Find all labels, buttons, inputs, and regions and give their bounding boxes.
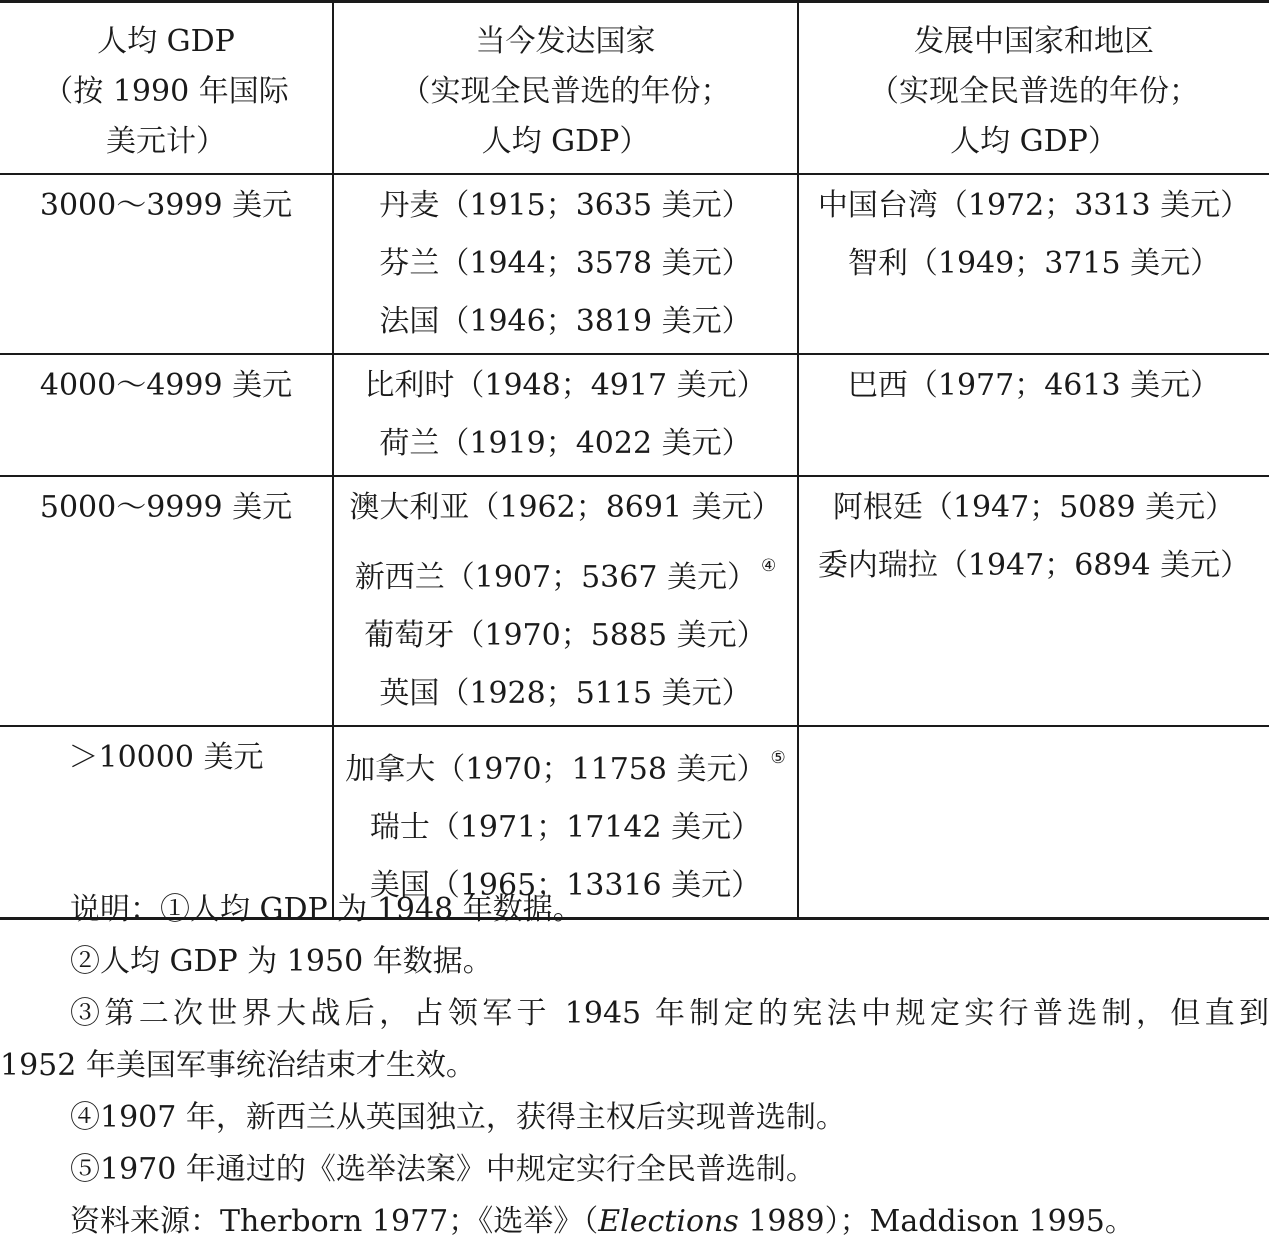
header-gdp-range: [0, 2, 333, 174]
developed-cell: [333, 476, 798, 726]
country-entry: 瑞士（1971；17142 美元）: [369, 809, 762, 845]
country-entry: 芬兰（1944；3578 美元）: [379, 245, 752, 281]
header-developed: [333, 2, 798, 174]
developing-cell: [798, 174, 1269, 354]
country-entry: 阿根廷（1947；5089 美元）: [832, 489, 1236, 525]
header-line: 人均 GDP）: [950, 124, 1118, 159]
country-entry: 英国（1928；5115 美元）: [379, 675, 752, 711]
country-entry: 美国（1965；13316 美元）: [369, 867, 762, 903]
developed-cell: [333, 174, 798, 354]
developing-cell: [798, 476, 1269, 726]
source-note: [0, 1196, 1269, 1248]
country-entry: 加拿大（1970；11758 美元） ⑤: [345, 747, 786, 787]
note-5: ⑤1970 年通过的《选举法案》中规定实行全民普选制。: [70, 1152, 816, 1187]
country-entry: 新西兰（1907；5367 美元） ④: [354, 555, 777, 595]
country-entry: 荷兰（1919；4022 美元）: [379, 425, 752, 461]
gdp-range-cell: [0, 354, 333, 476]
gdp-range-cell: [0, 174, 333, 354]
country-entry: 智利（1949；3715 美元）: [847, 245, 1221, 281]
gdp-range-label: ＞10000 美元: [68, 739, 264, 775]
footnote-marker: ⑤: [770, 747, 786, 768]
header-line: 美元计）: [106, 124, 226, 159]
country-entry: 比利时（1948；4917 美元）: [364, 367, 767, 403]
table-row: [0, 174, 1269, 354]
header-line: 人均 GDP: [97, 24, 235, 59]
country-entry: 葡萄牙（1970；5885 美元）: [364, 617, 767, 653]
table-row: [0, 476, 1269, 726]
header-line: 人均 GDP）: [481, 124, 650, 159]
footnote-marker: ④: [760, 555, 777, 576]
gdp-range-cell: [0, 476, 333, 726]
country-entry: 法国（1946；3819 美元）: [379, 303, 752, 339]
country-entry: 丹麦（1915；3635 美元）: [379, 187, 752, 223]
header-line: （按 1990 年国际: [43, 74, 289, 109]
header-developing: [798, 2, 1269, 174]
note-1: 说明：①人均 GDP 为 1948 年数据。: [70, 892, 583, 927]
gdp-range-label: 4000～4999 美元: [39, 367, 293, 403]
country-entry: 澳大利亚（1962；8691 美元）: [349, 489, 782, 525]
country-entry: 中国台湾（1972；3313 美元）: [817, 187, 1251, 223]
table-row: [0, 354, 1269, 476]
gdp-range-label: 3000～3999 美元: [39, 187, 293, 223]
gdp-range-label: 5000～9999 美元: [39, 489, 293, 525]
table-notes: [0, 884, 1269, 1248]
developing-cell: [798, 354, 1269, 476]
note-4: ④1907 年，新西兰从英国独立，获得主权后实现普选制。: [70, 1100, 846, 1135]
header-line: 当今发达国家: [475, 24, 656, 59]
country-entry: 委内瑞拉（1947；6894 美元）: [817, 547, 1251, 583]
country-entry: 巴西（1977；4613 美元）: [847, 367, 1221, 403]
source-prefix: 资料来源：Therborn 1977；《选举》（: [70, 1204, 599, 1239]
source-suffix: 1989）；Maddison 1995。: [738, 1204, 1135, 1239]
note-2: ②人均 GDP 为 1950 年数据。: [70, 944, 493, 979]
source-italic-title: Elections: [598, 1204, 739, 1239]
header-line: 发展中国家和地区: [914, 24, 1154, 59]
developed-cell: [333, 354, 798, 476]
header-line: （实现全民普选的年份；: [400, 74, 731, 109]
header-line: （实现全民普选的年份；: [869, 74, 1199, 109]
table-header-row: [0, 2, 1269, 174]
note-3-line-1: ③第二次世界大战后，占领军于 1945 年制定的宪法中规定实行普选制，但直到: [70, 996, 1269, 1031]
note-3-line-2: 1952 年美国军事统治结束才生效。: [0, 1048, 476, 1083]
